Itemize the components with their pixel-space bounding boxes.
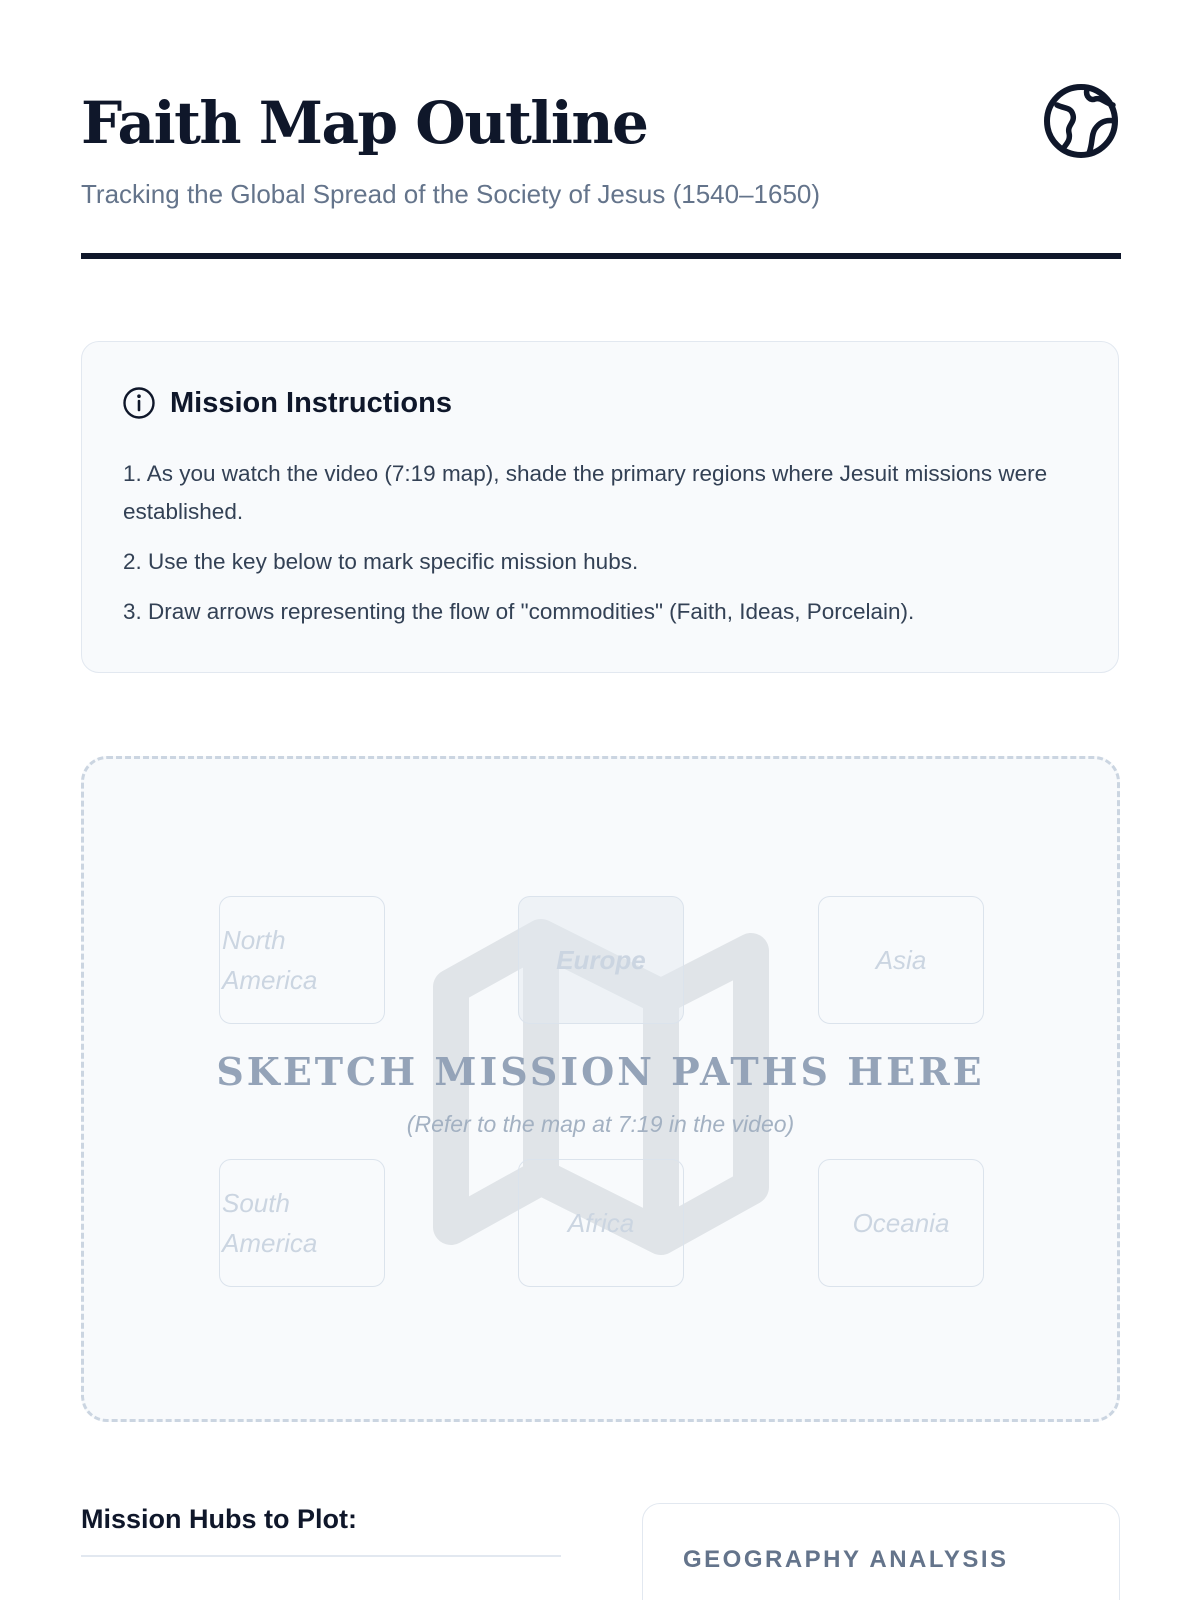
region-label: North America [222, 925, 318, 995]
region-label: South America [222, 1188, 318, 1258]
region-south-america[interactable] [219, 1159, 385, 1287]
region-label: Africa [567, 1208, 635, 1238]
mission-hubs-title: Mission Hubs to Plot: [81, 1504, 357, 1534]
sketch-area[interactable] [81, 756, 1120, 1422]
globe-icon [1043, 83, 1119, 159]
instructions-list [123, 455, 1053, 643]
region-label: Oceania [852, 1208, 950, 1238]
instructions-card [81, 341, 1119, 673]
instructions-header [122, 386, 452, 420]
region-label: Asia [875, 945, 927, 975]
geography-analysis-title: GEOGRAPHY ANALYSIS [683, 1546, 1009, 1573]
page-subtitle: Tracking the Global Spread of the Society of Jesus (1540–1650) [81, 179, 821, 209]
instructions-title: Mission Instructions [170, 386, 452, 419]
region-label: Europe [556, 945, 646, 975]
geography-analysis-card [642, 1503, 1120, 1600]
sketch-subtitle: (Refer to the map at 7:19 in the video) [406, 1111, 795, 1137]
header-divider [81, 253, 1121, 259]
instruction-item: 2. Use the key below to mark specific mission hubs. [123, 549, 639, 574]
sketch-title: SKETCH MISSION PATHS HERE [216, 1049, 985, 1094]
page-title: Faith Map Outline [81, 89, 648, 157]
page-header [81, 88, 1121, 210]
region-europe[interactable] [518, 896, 684, 1024]
region-asia[interactable] [818, 896, 984, 1024]
region-africa[interactable] [518, 1159, 684, 1287]
info-icon [122, 386, 156, 420]
instruction-item: 3. Draw arrows representing the flow of "commodities" (Faith, Ideas, Porcelain). [123, 599, 915, 624]
region-north-america[interactable] [219, 896, 385, 1024]
region-oceania[interactable] [818, 1159, 984, 1287]
mission-hubs-divider [81, 1555, 561, 1557]
instruction-item: 1. As you watch the video (7:19 map), shade the primary regions where Jesuit missions were established. [123, 461, 1048, 524]
